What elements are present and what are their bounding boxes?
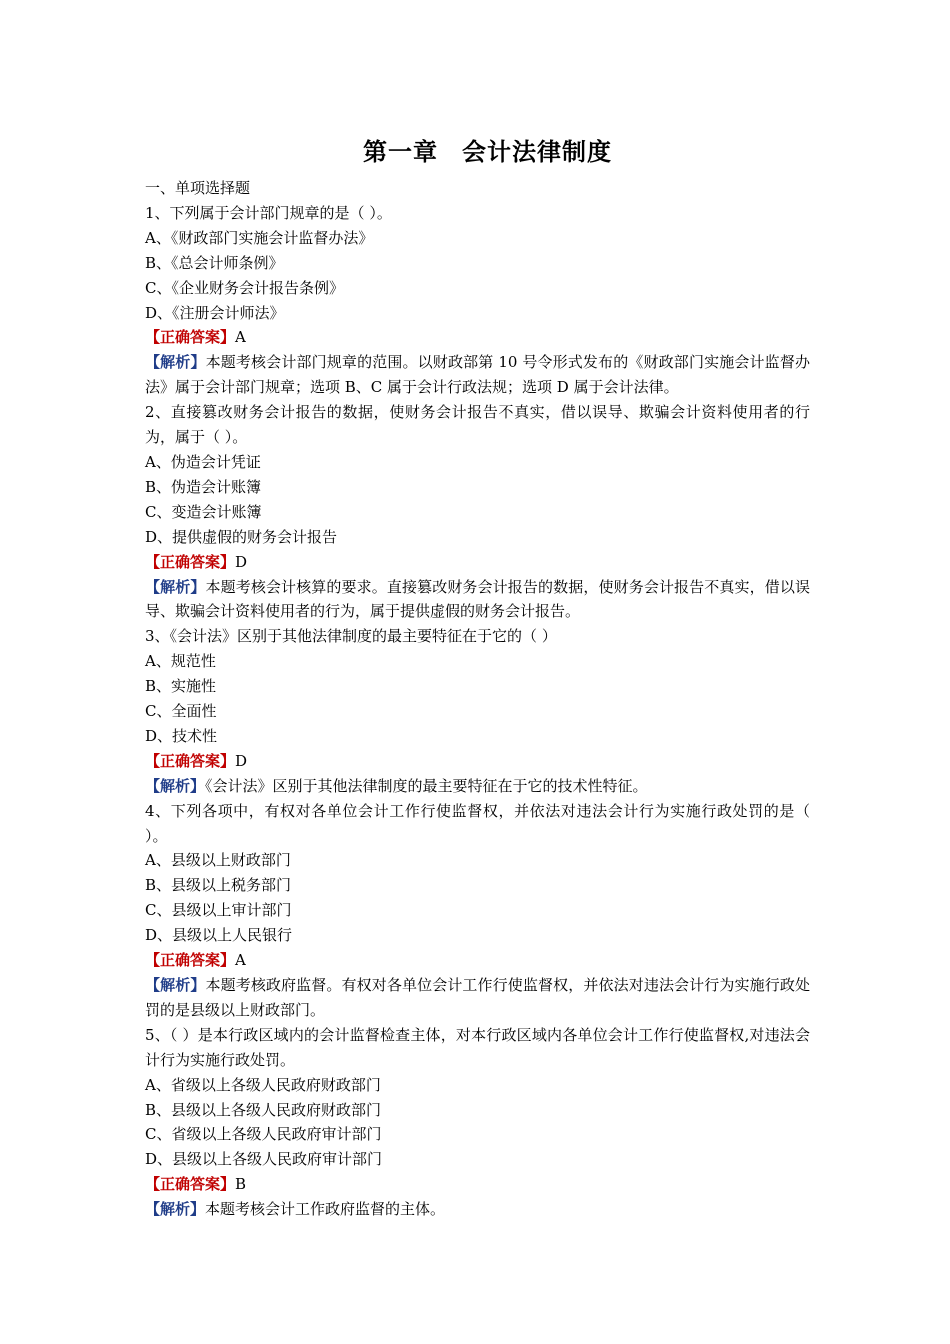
question-block (145, 799, 810, 1023)
question-stem: 4、下列各项中，有权对各单位会计工作行使监督权，并依法对违法会计行为实施行政处罚的是（ ）。 (145, 801, 810, 845)
option-c: C、县级以上审计部门 (145, 901, 292, 920)
answer-line (145, 749, 810, 774)
answer-label: 【正确答案】 (145, 328, 236, 347)
analysis-text: 本题考核会计工作政府监督的主体。 (205, 1200, 446, 1219)
analysis-line (145, 575, 810, 625)
option-b: B、实施性 (145, 677, 217, 696)
analysis-text: 本题考核会计核算的要求。直接篡改财务会计报告的数据，使财务会计报告不真实，借以误导、欺骗会计资料使用者的行为，属于提供虚假的财务会计报告。 (145, 577, 810, 621)
option-c: C、省级以上各级人民政府审计部门 (145, 1125, 382, 1144)
option-a: A、县级以上财政部门 (145, 851, 291, 870)
option-a: A、省级以上各级人民政府财政部门 (145, 1075, 381, 1094)
question-block (145, 400, 810, 624)
answer-label: 【正确答案】 (145, 552, 236, 571)
answer-label: 【正确答案】 (145, 1175, 236, 1194)
option-d: D、技术性 (145, 726, 218, 745)
answer-value: D (235, 552, 248, 571)
question-stem: 1、下列属于会计部门规章的是（ ）。 (145, 203, 392, 222)
option-a: A、伪造会计凭证 (145, 452, 261, 471)
answer-label: 【正确答案】 (145, 751, 236, 770)
option-d: D、县级以上人民银行 (145, 926, 293, 945)
option-a: A、《财政部门实施会计监督办法》 (145, 228, 374, 247)
option-b: B、伪造会计账簿 (145, 477, 262, 496)
option-c: C、《企业财务会计报告条例》 (145, 278, 344, 297)
answer-line (145, 1172, 810, 1197)
answer-label: 【正确答案】 (145, 951, 236, 970)
analysis-text: 本题考核政府监督。有权对各单位会计工作行使监督权，并依法对违法会计行为实施行政处罚的是县级以上财政部门。 (145, 976, 810, 1019)
analysis-label: 【解析】 (145, 353, 206, 372)
analysis-label: 【解析】 (145, 1200, 206, 1219)
chapter-name: 会计法律制度 (462, 137, 612, 166)
option-b: B、《总会计师条例》 (145, 253, 284, 272)
answer-value: A (235, 951, 246, 970)
analysis-line (145, 973, 810, 1023)
question-block (145, 1023, 810, 1222)
answer-line (145, 325, 810, 350)
analysis-line (145, 1197, 810, 1222)
option-b: B、县级以上各级人民政府财政部门 (145, 1100, 382, 1119)
answer-line (145, 550, 810, 575)
answer-value: D (235, 751, 248, 770)
analysis-line (145, 350, 810, 400)
option-d: D、县级以上各级人民政府审计部门 (145, 1150, 383, 1169)
answer-line (145, 948, 810, 973)
analysis-label: 【解析】 (145, 976, 206, 994)
document-page (145, 130, 810, 1222)
option-b: B、县级以上税务部门 (145, 876, 292, 895)
analysis-label: 【解析】 (145, 776, 206, 795)
analysis-text: 《会计法》区别于其他法律制度的最主要特征在于它的技术性特征。 (205, 776, 648, 795)
question-block (145, 201, 810, 400)
question-block (145, 624, 810, 798)
analysis-line (145, 774, 810, 799)
chapter-number: 第一章 (363, 137, 438, 166)
question-stem: 2、直接篡改财务会计报告的数据，使财务会计报告不真实，借以误导、欺骗会计资料使用者的行为，属于（ ）。 (145, 403, 810, 447)
answer-value: B (235, 1175, 247, 1194)
analysis-label: 【解析】 (145, 577, 206, 596)
option-d: D、《注册会计师法》 (145, 303, 285, 322)
answer-value: A (235, 328, 246, 347)
question-stem: 5、（ ）是本行政区域内的会计监督检查主体，对本行政区域内各单位会计工作行使监督权,对违法会计行为实施行政处罚。 (145, 1025, 810, 1069)
analysis-text: 本题考核会计部门规章的范围。以财政部第 10 号令形式发布的《财政部门实施会计监督办法》属于会计部门规章；选项 B、C 属于会计行政法规；选项 D 属于会计法律。 (145, 353, 810, 397)
page-title (145, 130, 810, 174)
option-a: A、规范性 (145, 652, 216, 671)
option-c: C、全面性 (145, 702, 217, 721)
section-heading: 一、单项选择题 (145, 179, 251, 197)
question-stem: 3、《会计法》区别于其他法律制度的最主要特征在于它的（ ） (145, 627, 557, 646)
option-d: D、提供虚假的财务会计报告 (145, 527, 338, 546)
option-c: C、变造会计账簿 (145, 502, 262, 521)
